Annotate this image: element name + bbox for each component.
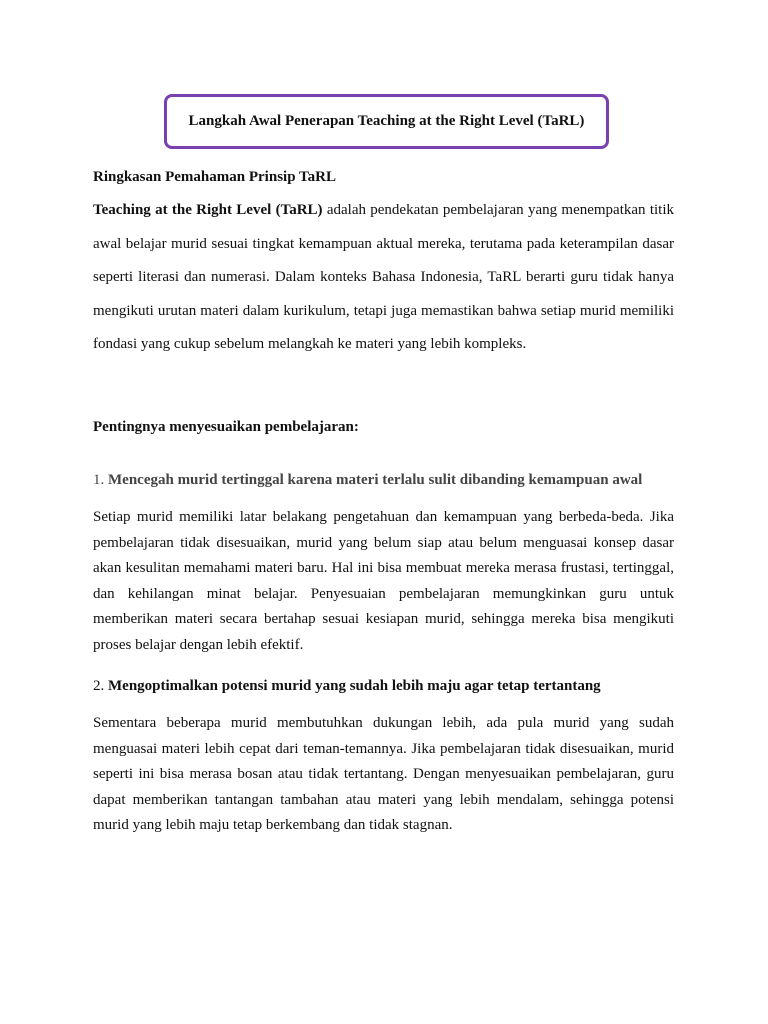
item-2-heading	[93, 678, 674, 695]
item-1-body: Setiap murid memiliki latar belakang pengetahuan dan kemampuan yang berbeda-beda. Jika pembelajaran tidak disesuaikan, murid yang belum siap atau belum menguasai konsep dasar akan kesulitan memahami materi baru. Hal ini bisa membuat mereka merasa frustasi, tertinggal, dan kehilangan minat belajar. Penyesuaian pembelajaran memungkinkan guru untuk memberikan materi secara bertahap sesuai kesiapan murid, sehingga mereka bisa mengikuti proses belajar dengan lebih efektif.	[93, 509, 674, 653]
tarl-term: Teaching at the Right Level (TaRL)	[93, 202, 323, 218]
item-2-title: Mengoptimalkan potensi murid yang sudah lebih maju agar tetap tertantang	[104, 678, 601, 694]
summary-text: adalah pendekatan pembelajaran yang menempatkan titik awal belajar murid sesuai tingkat kemampuan aktual mereka, terutama pada keterampilan dasar seperti literasi dan numerasi. Dalam konteks Bahasa Indonesia, TaRL berarti guru tidak hanya mengikuti urutan materi dalam kurikulum, tetapi juga memastikan bahwa setiap murid memiliki fondasi yang cukup sebelum melangkah ke materi yang lebih kompleks.	[93, 202, 674, 352]
item-2-number: 2.	[93, 678, 105, 694]
section-heading-importance: Pentingnya menyesuaikan pembelajaran:	[93, 419, 359, 435]
item-2-body: Sementara beberapa murid membutuhkan dukungan lebih, ada pula murid yang sudah menguasai materi lebih cepat dari teman-temannya. Jika pembelajaran tidak disesuaikan, murid seperti ini bisa merasa bosan atau tidak tertantang. Dengan menyesuaikan pembelajaran, guru dapat memberikan tantangan tambahan atau materi yang lebih mendalam, sehingga potensi murid yang lebih maju tetap berkembang dan tidak stagnan.	[93, 715, 674, 834]
item-1-title: Mencegah murid tertinggal karena materi terlalu sulit dibanding kemampuan awal	[104, 472, 643, 488]
title-box	[164, 94, 609, 149]
document-title: Langkah Awal Penerapan Teaching at the Right Level (TaRL)	[188, 113, 585, 129]
item-1-number: 1.	[93, 472, 105, 488]
section-heading-summary: Ringkasan Pemahaman Prinsip TaRL	[93, 169, 336, 185]
item-1-heading	[93, 472, 674, 489]
summary-paragraph	[93, 194, 674, 362]
